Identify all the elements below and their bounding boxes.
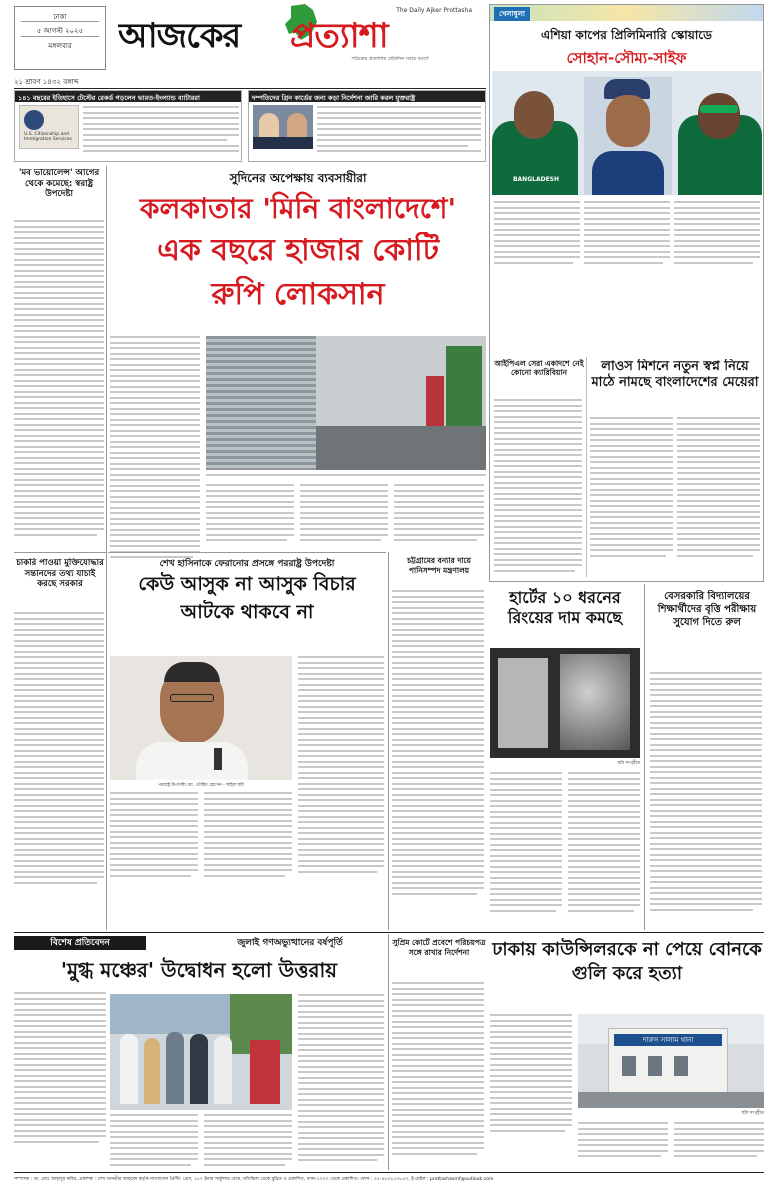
heart-ring-headline[interactable]: হার্টের ১০ ধরনের রিংয়ের দাম কমছে [507,588,623,627]
second-headline-line2[interactable]: আটকে থাকবে না [180,601,314,623]
lead-headline-line2[interactable]: এক বছরে হাজার কোটি [157,233,439,268]
freedom-fighter-body [14,612,104,887]
logo-part-left: আজকের [118,16,241,56]
uscis-photo [19,105,79,149]
second-kicker: শেখ হাসিনাকে ফেরানোর প্রসঙ্গে পররাষ্ট্র উপদেষ্টা [159,559,335,569]
building-sign: দারুস সালাম থানা [614,1034,722,1046]
second-headline-line1[interactable]: কেউ আসুক না আসুক বিচার [138,573,356,595]
mugdha-body-left [14,992,106,1146]
mugdha-mancha-headline[interactable]: 'মুগ্ধ মঞ্চের' উদ্বোধন হলো উত্তরায় [60,958,338,982]
july-anniversary-label: জুলাই গণঅভ্যুত্থানের বর্ষপূর্তি [237,938,343,948]
ipl-body [494,399,582,575]
lead-kicker: সুদিনের অপেক্ষায় ব্যবসায়ীরা [229,171,367,185]
adviser-photo [110,656,292,780]
lead-body-col1 [110,336,200,562]
sports-headline-2[interactable]: সোহান-সৌম্য-সাইফ [566,49,687,67]
leaders-photo [253,105,313,149]
imprint-footer: সম্পাদক : ডা. মোঃ আহাদুর কবির, প্রকাশক : শেখ তানভীর আহমেদ কর্তৃক নাগবাগান প্রিন্টিং প্রেস, ১৮৭ ইনার সার্কুলার রোড, মতিঝিল থেকে মুদ্রিত ও প্রকাশিত, ঢাকা-১০০০ থেকে প্রকাশিত। ফোন : ০২-৪৮৩২১৩৮৫০, ই-মেইল : prottashasmf@outlook.com [14,1177,494,1182]
heart-body-1 [490,772,562,915]
mugdha-body-mid2 [204,1114,292,1169]
second-body-right [298,656,384,876]
laos-body [590,417,760,560]
top-strip-right [248,90,486,162]
councillor-headline[interactable]: ঢাকায় কাউন্সিলরকে না পেয়ে বোনকে গুলি করে হত্যা [492,939,762,984]
weekday-label: মঙ্গলবার [48,42,72,50]
uscis-sign-text: U.S. Citizenship and Immigration Services [24,132,72,142]
chattogram-body [392,590,484,898]
sports-section [489,4,764,582]
city-label: ঢাকা [53,13,67,21]
police-station-photo [578,1014,764,1108]
lead-body-col4 [394,484,484,545]
mob-violence-body [14,220,104,539]
cricketers-photo [492,71,762,195]
top-strip-left [14,90,242,162]
jersey-text: BANGLADESH [512,176,560,183]
freedom-fighter-headline[interactable]: চাকরি পাওয়া মুক্তিযোদ্ধার সন্তানদের তথ্য যাচাই করছে সরকার [16,558,104,589]
scholarship-body [650,672,762,914]
special-report-band: বিশেষ প্রতিবেদন [14,936,146,950]
councillor-body-3 [674,1122,764,1161]
adviser-photo-caption: পররাষ্ট্র উপদেষ্টা মো. তৌহিদ হোসেন - ফাইল ছবি [158,783,244,788]
scholarship-headline[interactable]: বেসরকারি বিদ্যালয়ের শিক্ষার্থীদের বৃত্তি পরীক্ষায় সুযোগ দিতে রুল [657,591,757,628]
mugdha-body-mid [110,1114,198,1169]
lead-headline-line1[interactable]: কলকাতার 'মিনি বাংলাদেশে' [139,192,457,225]
date-box [14,6,106,70]
newspaper-logo [118,4,480,64]
second-body-mid [204,792,292,880]
councillor-body-1 [490,1014,572,1135]
lead-body-col3 [300,484,388,545]
councillor-body-2 [578,1122,668,1161]
shuttered-shops-photo [206,336,486,470]
second-body-left [110,792,198,880]
lead-headline-line3[interactable]: রুপি লোকসান [211,277,385,312]
sports-banner [490,5,763,21]
logo-part-right: প্রত্যাশা [290,16,388,56]
lead-photo-caption [206,472,486,480]
chattogram-kicker[interactable]: চট্টগ্রামের বন্যার দায়ে পানিসম্পদ মন্ত্রণালয় [407,556,471,575]
top-left-headline[interactable]: ১৪১ বছরের ইতিহাসে টেস্টের রেকর্ড গড়লেন ভারত-ইংল্যান্ড ব্যাটাররা [15,91,241,102]
mugdha-body-right [298,994,384,1165]
top-left-body [83,106,239,156]
heart-body-2 [568,772,640,915]
supreme-court-headline[interactable]: সুপ্রিম কোর্টে প্রবেশে পরিচয়পত্র সঙ্গে রাখার নির্দেশনা [392,938,486,957]
date-bengali: ২১ শ্রাবণ ১৪৩২ বঙ্গাব্দ [14,78,79,86]
mob-violence-headline[interactable]: 'মব ভায়োলেন্স' আগের থেকে কমেছে: স্বরাষ্ট্র উপদেষ্টা [18,168,100,199]
supreme-court-body [392,982,484,1158]
sports-tag: খেলাধুলা [494,7,530,21]
top-right-body [317,106,481,156]
sports-story1-body [494,201,760,267]
heart-scan-photo [490,648,640,758]
police-photo-caption: ছবি সংগৃহীত [741,1111,764,1116]
top-right-headline[interactable]: দম্পতিদের গ্রিন কার্ডের জন্য কড়া নির্দেশনা জারি করল যুক্তরাষ্ট্র [249,91,485,102]
laos-headline[interactable]: লাওস মিশনে নতুন স্বপ্ন নিয়ে মাঠে নামছে বাংলাদেশের মেয়েরা [591,359,759,390]
date-english: ৫ আগস্ট ২০২৫ [36,27,84,35]
lead-body-col2 [206,484,294,545]
masthead-slogan: পাঠকের প্রত্যাশায় প্রতিদিন সবার আগে [351,56,429,62]
logo-tagline: The Daily Ajker Prottasha [396,7,472,14]
heart-photo-caption: ছবি সংগৃহীত [617,761,640,766]
ipl-kicker[interactable]: আইপিএল সেরা একাদশে নেই কোনো ক্যারিবিয়ান [494,359,584,377]
inauguration-photo [110,994,292,1110]
sports-headline-1[interactable]: এশিয়া কাপের প্রিলিমিনারি স্কোয়াডে [541,28,712,42]
